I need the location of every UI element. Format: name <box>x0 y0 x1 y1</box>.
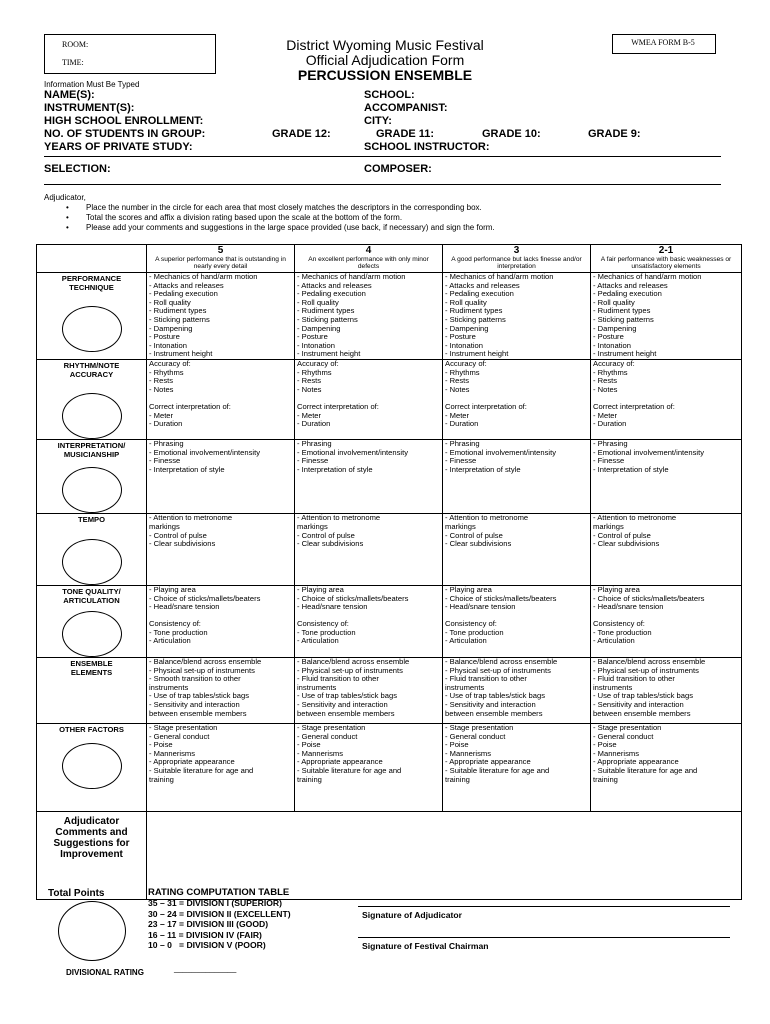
rating-table <box>148 888 291 950</box>
adjudicator-signature-label: Signature of Adjudicator <box>362 910 462 920</box>
descriptor-cell <box>147 273 295 360</box>
descriptor-text: - Balance/blend across ensemble - Physical set-up of instruments - Fluid transition to other instruments - Use of trap tables/stick bags - Sensitivity and interaction between ensemble members <box>445 657 558 718</box>
descriptor-cell <box>591 359 742 439</box>
num-students-field: NO. OF STUDENTS IN GROUP: <box>44 128 206 140</box>
descriptor-text: - Mechanics of hand/arm motion - Attacks and releases - Pedaling execution - Roll quality - Rudiment types - Sticking patterns - Dampening - Posture - Intonation - Instrument height <box>593 272 702 359</box>
descriptor-text: - Balance/blend across ensemble - Physical set-up of instruments - Fluid transition to other instruments - Use of trap tables/stick bags - Sensitivity and interaction between ensemble members <box>593 657 706 718</box>
descriptor-text: Accuracy of: - Rhythms - Rests - Notes Correct interpretation of: - Meter - Duration <box>149 359 231 429</box>
typed-note: Information Must Be Typed <box>44 80 140 89</box>
descriptor-text: Accuracy of: - Rhythms - Rests - Notes Correct interpretation of: - Meter - Duration <box>593 359 675 429</box>
descriptor-text: - Mechanics of hand/arm motion - Attacks and releases - Pedaling execution - Roll quality - Rudiment types - Sticking patterns - Dampening - Posture - Intonation - Instrument height <box>149 272 258 359</box>
category-cell <box>37 658 147 724</box>
rating-row: 35 – 31 = DIVISION I (SUPERIOR) <box>148 898 282 909</box>
descriptor-cell <box>443 440 591 514</box>
category-cell <box>37 359 147 439</box>
comments-label-cell <box>37 812 147 900</box>
category-cell <box>37 273 147 360</box>
descriptor-cell <box>443 724 591 812</box>
descriptor-cell <box>591 440 742 514</box>
category-cell <box>37 514 147 586</box>
grade10-field: GRADE 10: <box>482 128 541 140</box>
score-circle[interactable] <box>62 743 122 789</box>
descriptor-cell <box>591 514 742 586</box>
category-label: PERFORMANCE TECHNIQUE <box>61 274 122 292</box>
rating-row: 30 – 24 = DIVISION II (EXCELLENT) <box>148 908 291 919</box>
descriptor-cell <box>295 440 443 514</box>
total-points-label: Total Points <box>48 888 105 899</box>
descriptor-text: - Attention to metronome markings - Control of pulse - Clear subdivisions <box>149 513 233 549</box>
chairman-signature-label: Signature of Festival Chairman <box>362 941 489 951</box>
descriptor-cell <box>591 585 742 657</box>
descriptor-cell <box>295 658 443 724</box>
category-label: ENSEMBLE ELEMENTS <box>70 659 113 677</box>
descriptor-text: - Attention to metronome markings - Control of pulse - Clear subdivisions <box>445 513 529 549</box>
descriptor-cell <box>443 273 591 360</box>
descriptor-text: - Stage presentation - General conduct - Poise - Mannerisms - Appropriate appearance - Suitable literature for age and training <box>149 723 254 784</box>
score-circle[interactable] <box>62 611 122 657</box>
level-header-3: 3 A good performance but lacks finesse and/or interpretation <box>443 245 591 273</box>
category-cell <box>37 724 147 812</box>
festival-title: District Wyoming Music Festival <box>286 37 484 53</box>
descriptor-text: - Stage presentation - General conduct - Poise - Mannerisms - Appropriate appearance - Suitable literature for age and training <box>593 723 698 784</box>
school-field: SCHOOL: <box>364 89 415 101</box>
descriptor-cell <box>147 514 295 586</box>
category-label: INTERPRETATION/ MUSICIANSHIP <box>57 441 126 459</box>
rating-row: 23 – 17 = DIVISION III (GOOD) <box>148 919 269 930</box>
enrollment-field: HIGH SCHOOL ENROLLMENT: <box>44 115 204 127</box>
descriptor-text: - Phrasing - Emotional involvement/intensity - Finesse - Interpretation of style <box>297 439 409 474</box>
descriptor-cell <box>295 273 443 360</box>
descriptor-cell <box>295 724 443 812</box>
descriptor-text: - Playing area - Choice of sticks/mallets/beaters - Head/snare tension Consistency of: - Tone production - Articulation <box>149 585 261 646</box>
time-label: TIME: <box>62 58 84 67</box>
divider-line <box>44 184 721 185</box>
ensemble-title: PERCUSSION ENSEMBLE <box>297 67 473 83</box>
descriptor-text: - Balance/blend across ensemble - Physical set-up of instruments - Fluid transition to other instruments - Use of trap tables/stick bags - Sensitivity and interaction between ensemble members <box>297 657 410 718</box>
descriptor-text: - Playing area - Choice of sticks/mallets/beaters - Head/snare tension Consistency of: - Tone production - Articulation <box>445 585 557 646</box>
descriptor-text: - Stage presentation - General conduct - Poise - Mannerisms - Appropriate appearance - Suitable literature for age and training <box>445 723 550 784</box>
descriptor-text: - Attention to metronome markings - Control of pulse - Clear subdivisions <box>297 513 381 549</box>
category-label: RHYTHM/NOTE ACCURACY <box>63 360 120 379</box>
descriptor-text: Accuracy of: - Rhythms - Rests - Notes Correct interpretation of: - Meter - Duration <box>297 359 379 429</box>
descriptor-cell <box>295 585 443 657</box>
corner-cell <box>37 245 147 273</box>
grade12-field: GRADE 12: <box>272 128 331 140</box>
instructions <box>44 193 734 233</box>
accompanist-field: ACCOMPANIST: <box>364 102 448 114</box>
grade11-field: GRADE 11: <box>376 128 435 140</box>
descriptor-text: - Phrasing - Emotional involvement/intensity - Finesse - Interpretation of style <box>593 439 705 474</box>
descriptor-text: - Balance/blend across ensemble - Physical set-up of instruments - Smooth transition to other instruments - Use of trap tables/stick bags - Sensitivity and interaction between ensemble members <box>149 657 262 718</box>
category-label: TEMPO <box>77 515 105 525</box>
rating-row: 10 – 0 = DIVISION V (POOR) <box>148 940 266 951</box>
score-circle[interactable] <box>62 393 122 439</box>
rating-row: 16 – 11 = DIVISION IV (FAIR) <box>148 929 262 940</box>
total-points-circle[interactable] <box>58 901 126 961</box>
descriptor-cell <box>147 359 295 439</box>
chairman-signature-line[interactable] <box>358 937 730 938</box>
descriptor-text: - Mechanics of hand/arm motion - Attacks and releases - Pedaling execution - Roll quality - Rudiment types - Sticking patterns - Dampening - Posture - Intonation - Instrument height <box>445 272 554 359</box>
level-header-5: 5 A superior performance that is outstanding in nearly every detail <box>147 245 295 273</box>
divisional-rating-blank[interactable]: ______________ <box>174 964 237 973</box>
descriptor-cell <box>591 273 742 360</box>
room-label: ROOM: <box>62 40 89 49</box>
category-cell <box>37 440 147 514</box>
form-code: WMEA FORM B-5 <box>631 38 695 47</box>
divider-line <box>44 156 721 157</box>
adjudicator-signature-line[interactable] <box>358 906 730 907</box>
score-circle[interactable] <box>62 539 122 585</box>
descriptor-cell <box>147 724 295 812</box>
descriptor-cell <box>443 585 591 657</box>
instruments-field: INSTRUMENT(S): <box>44 102 135 114</box>
grade9-field: GRADE 9: <box>588 128 641 140</box>
descriptor-cell <box>147 658 295 724</box>
instructions-intro: Adjudicator, <box>44 193 86 202</box>
descriptor-cell <box>443 359 591 439</box>
comments-label: Adjudicator Comments and Suggestions for Improvement <box>53 816 130 861</box>
level-header-2-1: 2-1 A fair performance with basic weaknesses or unsatisfactory elements <box>591 245 742 273</box>
private-study-field: YEARS OF PRIVATE STUDY: <box>44 141 193 153</box>
descriptor-text: Accuracy of: - Rhythms - Rests - Notes Correct interpretation of: - Meter - Duration <box>445 359 527 429</box>
names-field: NAME(S): <box>44 89 95 101</box>
instruction-item: • Please add your comments and suggestions in the large space provided (use back, if necessary) and sign the form. <box>66 223 495 232</box>
descriptor-cell <box>295 514 443 586</box>
descriptor-cell <box>295 359 443 439</box>
selection-field: SELECTION: <box>44 163 111 175</box>
score-circle[interactable] <box>62 306 122 352</box>
descriptor-text: - Phrasing - Emotional involvement/intensity - Finesse - Interpretation of style <box>149 439 261 474</box>
instruction-item: • Place the number in the circle for each area that most closely matches the descriptors in the corresponding box. <box>66 203 482 212</box>
descriptor-text: - Stage presentation - General conduct - Poise - Mannerisms - Appropriate appearance - Suitable literature for age and training <box>297 723 402 784</box>
descriptor-cell <box>147 585 295 657</box>
category-label: OTHER FACTORS <box>59 725 124 735</box>
descriptor-cell <box>147 440 295 514</box>
adjudication-grid <box>36 244 742 900</box>
category-cell <box>37 585 147 657</box>
score-circle[interactable] <box>62 467 122 513</box>
descriptor-cell <box>591 724 742 812</box>
descriptor-text: - Playing area - Choice of sticks/mallets/beaters - Head/snare tension Consistency of: - Tone production - Articulation <box>297 585 409 646</box>
rating-table-title: RATING COMPUTATION TABLE <box>148 887 290 898</box>
level-header-4: 4 An excellent performance with only minor defects <box>295 245 443 273</box>
category-label: TONE QUALITY/ ARTICULATION <box>62 586 121 605</box>
descriptor-text: - Attention to metronome markings - Control of pulse - Clear subdivisions <box>593 513 677 549</box>
descriptor-cell <box>443 514 591 586</box>
descriptor-text: - Playing area - Choice of sticks/mallets/beaters - Head/snare tension Consistency of: - Tone production - Articulation <box>593 585 705 646</box>
descriptor-cell <box>443 658 591 724</box>
descriptor-cell <box>591 658 742 724</box>
form-title: Official Adjudication Form <box>305 52 465 68</box>
composer-field: COMPOSER: <box>364 163 432 175</box>
descriptor-text: - Phrasing - Emotional involvement/intensity - Finesse - Interpretation of style <box>445 439 557 474</box>
descriptor-text: - Mechanics of hand/arm motion - Attacks and releases - Pedaling execution - Roll quality - Rudiment types - Sticking patterns - Dampening - Posture - Intonation - Instrument height <box>297 272 406 359</box>
divisional-rating-label: DIVISIONAL RATING <box>66 968 144 977</box>
instructor-field: SCHOOL INSTRUCTOR: <box>364 141 490 153</box>
city-field: CITY: <box>364 115 392 127</box>
instruction-item: • Total the scores and affix a division rating based upon the scale at the bottom of the form. <box>66 213 403 222</box>
